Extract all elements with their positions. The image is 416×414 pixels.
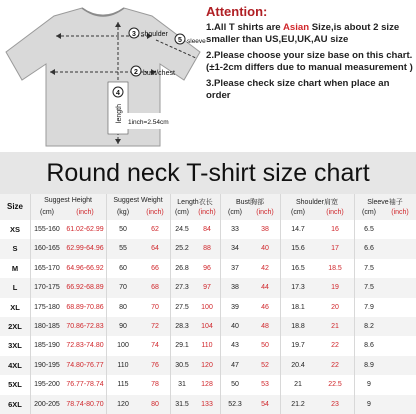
value-cell: 38 [261,226,269,233]
value-cell: 40 [261,245,269,253]
value-cell: 60 [119,264,127,272]
value-cell: 22.5 [328,381,342,389]
size-column-header: Size [6,202,23,211]
value-cell: 9 [367,400,371,408]
value-cell: 39 [231,303,239,311]
value-cell: 20.4 [291,361,305,369]
value-cell: 7.9 [364,303,374,311]
value-cell: 18.5 [328,264,342,272]
value-cell: 42 [261,264,269,272]
value-cell: 195-200 [34,381,60,389]
size-cell: 2XL [8,322,22,331]
size-cell: L [12,283,18,293]
value-cell: 110 [201,342,213,350]
value-cell: 80 [119,303,127,311]
value-cell: 185-190 [34,342,60,350]
value-cell: 175-180 [34,303,60,311]
size-cell: XL [10,302,20,312]
value-cell: 17.3 [291,284,305,292]
value-cell: 70 [151,303,159,311]
value-cell: 80 [151,400,159,408]
value-cell: 76.77-78.74 [66,381,104,389]
value-cell: 22 [331,342,339,350]
value-cell: 190-195 [34,361,60,369]
value-cell: 21 [331,323,339,330]
shoulder-number: 3 [132,31,136,38]
value-cell: 50 [119,226,127,233]
size-cell: 5XL [8,380,22,390]
header-unit: (kg) [116,209,130,216]
value-cell: 70 [119,284,127,292]
value-cell: 7.5 [364,264,374,272]
value-cell: 62 [151,226,159,233]
top-section [0,0,416,152]
value-cell: 31.5 [175,400,189,408]
value-cell: 100 [117,342,129,350]
value-cell: 25.2 [175,245,189,253]
length-number: 4 [116,90,120,97]
bust-label: bust/chest [143,70,175,77]
size-cell: 6XL [8,399,22,409]
length-label: length [116,104,123,124]
value-cell: 68 [151,284,159,292]
header-unit: (inch) [326,209,344,216]
header-length: Length衣长 [177,199,213,206]
value-cell: 52.3 [228,400,242,408]
size-cell: 4XL [8,360,22,370]
value-cell: 34 [231,245,239,253]
value-cell: 84 [203,226,211,233]
value-cell: 19.7 [291,342,305,350]
value-cell: 64 [151,245,159,253]
header-unit: (cm) [291,209,305,216]
value-cell: 21 [294,381,302,389]
attention-notes [206,22,413,106]
header-unit: (inch) [198,209,216,216]
value-cell: 50 [231,381,239,389]
value-cell: 38 [231,284,239,292]
value-cell: 8.9 [364,361,374,369]
value-cell: 128 [201,381,213,389]
note-3: 3.Please check size chart when place an order [206,78,390,101]
size-cell: S [12,244,18,254]
value-cell: 30.5 [175,361,189,369]
value-cell: 28.3 [175,323,189,330]
header-sleeve: Sleeve袖子 [367,199,403,206]
value-cell: 64.96-66.92 [66,264,104,272]
value-cell: 52 [261,361,269,369]
value-cell: 68.89-70.86 [66,303,104,311]
value-cell: 133 [201,400,213,408]
value-cell: 37 [231,264,239,272]
value-cell: 27.3 [175,284,189,292]
value-cell: 6.6 [364,245,374,253]
note-1: 1.All T shirts are Asian Size,is about 2 size smaller than US,EU,UK,AU size [206,22,400,45]
value-cell: 120 [201,361,213,369]
value-cell: 110 [117,361,129,369]
value-cell: 8.6 [364,342,374,350]
value-cell: 18.8 [291,323,305,330]
header-unit: (cm) [362,209,376,216]
value-cell: 29.1 [175,342,189,350]
value-cell: 62.99-64.96 [66,245,104,253]
value-cell: 180-185 [34,323,60,330]
value-cell: 20 [331,303,339,311]
value-cell: 23 [331,400,339,408]
value-cell: 40 [231,323,239,330]
sleeve-number: 5 [178,37,182,44]
shoulder-label: shoulder [141,31,168,38]
size-cell: XS [9,225,20,234]
header-shoulder: Shoulder肩宽 [295,199,339,206]
value-cell: 61.02-62.99 [66,226,104,233]
inch-conversion: 1inch=2.54cm [128,119,169,126]
value-cell: 9 [367,381,371,389]
header-unit: (cm) [228,209,242,216]
value-cell: 26.8 [175,264,189,272]
value-cell: 8.2 [364,323,374,330]
value-cell: 24.5 [175,226,189,233]
value-cell: 21.2 [291,400,305,408]
size-cell: 3XL [8,341,22,351]
value-cell: 53 [261,381,269,389]
value-cell: 14.7 [291,226,305,233]
value-cell: 55 [119,245,127,253]
value-cell: 100 [201,303,213,311]
value-cell: 70.86-72.83 [66,323,104,330]
value-cell: 15.6 [291,245,305,253]
column-divider [30,194,31,414]
attention-title: Attention: [206,4,268,19]
header-unit: (cm) [175,209,189,216]
value-cell: 43 [231,342,239,350]
value-cell: 16 [331,226,339,233]
size-table [0,194,416,414]
value-cell: 46 [261,303,269,311]
column-divider [170,194,171,414]
size-chart-title: Round neck T-shirt size chart [46,159,370,187]
header-unit: (inch) [256,209,274,216]
column-divider [106,194,107,414]
title-band [0,152,416,194]
value-cell: 96 [203,264,211,272]
value-cell: 74 [151,342,159,350]
value-cell: 120 [117,400,129,408]
header-weight: Suggest Weight [113,197,163,204]
value-cell: 54 [261,400,269,408]
value-cell: 72 [151,323,159,330]
value-cell: 78 [151,381,159,389]
header-unit: (cm) [40,209,54,216]
column-divider [280,194,281,414]
value-cell: 22 [331,361,339,369]
header-height: Suggest Height [44,197,92,204]
value-cell: 18.1 [291,303,305,311]
value-cell: 78.74-80.70 [66,400,104,408]
value-cell: 170-175 [34,284,60,292]
value-cell: 104 [201,323,213,330]
value-cell: 16.5 [291,264,305,272]
value-cell: 7.5 [364,284,374,292]
value-cell: 17 [331,245,339,253]
column-divider [354,194,355,414]
tshirt-measurement-diagram [0,0,210,152]
value-cell: 44 [261,284,269,292]
value-cell: 74.80-76.77 [66,361,104,369]
value-cell: 27.5 [175,303,189,311]
size-cell: M [11,263,19,273]
value-cell: 66.92-68.89 [66,284,104,292]
value-cell: 90 [119,323,127,330]
value-cell: 31 [178,381,186,389]
value-cell: 50 [261,342,269,350]
value-cell: 76 [151,361,159,369]
value-cell: 72.83-74.80 [66,342,104,350]
header-bust: Bust胸部 [235,199,264,206]
value-cell: 33 [231,226,239,233]
value-cell: 165-170 [34,264,60,272]
sleeve-label: sleeve [187,38,206,45]
bust-number: 2 [134,69,138,76]
value-cell: 6.5 [364,226,374,233]
header-unit: (inch) [146,209,164,216]
column-divider [220,194,221,414]
note-2: 2.Please choose your size base on this chart.(±1-2cm differs due to manual measurement ) [206,50,413,73]
value-cell: 160-165 [34,245,60,253]
asian-highlight: Asian [282,22,310,33]
value-cell: 19 [331,284,339,292]
value-cell: 88 [203,245,211,253]
value-cell: 155-160 [34,226,60,233]
value-cell: 47 [231,361,239,369]
header-unit: (inch) [76,209,94,216]
value-cell: 200-205 [34,400,60,408]
value-cell: 66 [151,264,159,272]
value-cell: 115 [117,381,129,389]
header-unit: (inch) [391,209,409,216]
value-cell: 48 [261,323,269,330]
value-cell: 97 [203,284,211,292]
